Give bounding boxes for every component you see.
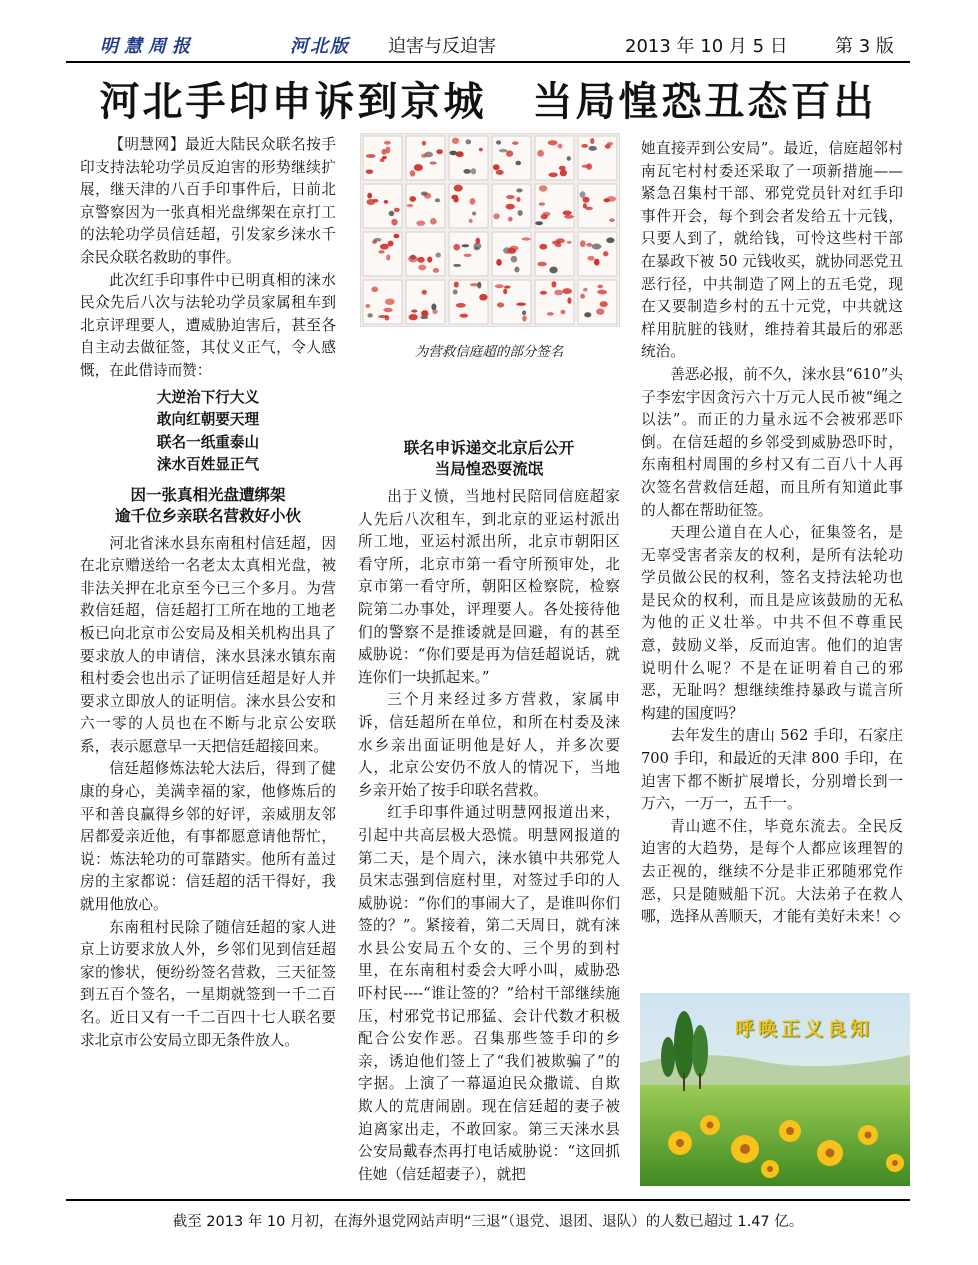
subheading-line: 联名申诉递交北京后公开 — [403, 439, 575, 457]
fingerprint-mark — [470, 198, 476, 205]
fingerprint-mark — [454, 197, 459, 202]
fingerprint-mark — [421, 154, 427, 158]
fingerprint-mark — [366, 169, 374, 174]
fingerprint-mark — [540, 291, 547, 295]
fingerprint-mark — [555, 243, 562, 247]
fingerprint-mark — [456, 303, 466, 308]
fingerprint-mark — [562, 211, 571, 216]
fingerprint-mark — [385, 315, 390, 321]
fingerprint-mark — [516, 302, 526, 305]
fingerprint-mark — [453, 289, 458, 294]
fingerprint-mark — [493, 164, 500, 170]
fingerprint-mark — [567, 241, 572, 244]
fingerprint-mark — [367, 313, 372, 317]
fingerprint-mark — [597, 290, 607, 295]
page-header — [0, 0, 978, 62]
fingerprint-mark — [537, 262, 547, 267]
fingerprint-mark — [386, 254, 390, 260]
fingerprint-mark — [391, 219, 397, 226]
article-column-3 — [641, 138, 903, 929]
fingerprint-mark — [462, 244, 470, 247]
fingerprint-mark — [463, 169, 471, 174]
fingerprint-mark — [587, 256, 594, 261]
fingerprint-mark — [453, 244, 460, 251]
paragraph: 出于义愤，当地村民陪同信庭超家人先后八次租车，到北京的亚运村派出所工地，亚运村派出所，北京市朝阳区看守所，北京市第一看守所预审处，北京市第一看守所，朝阳区检察院，检察院第二办事处，评理要人。各处接待他们的警察不是推诿就是回避，有的甚至威胁说：“你们要是再为信廷超说话，就连你们一块抓起来。” — [358, 488, 620, 686]
headline-part-1: 河北手印申诉到京城 — [99, 79, 487, 125]
fingerprint-mark — [592, 244, 602, 250]
issue-date: 2013 年 10 月 5 日 — [625, 36, 788, 57]
signature-sheet — [449, 184, 488, 228]
paragraph: 红手印事件通过明慧网报道出来，引起中共高层极大恐慌。明慧网报道的第二天，是个周六，涞水镇中共邪党人员宋志强到信庭村里，对签过手印的人威胁说：“你们的事闹大了，是谁叫你们签的？”。紧接着，第二天周日，就有涞水县公安局五个女的、三个男的到村里，在东南租村委会大呼小叫，威胁恐吓村民----“谁让签的？”给村干部继续施压，村邪党书记邢猛、会计代数才积极配合公安作恶。召集那些签手印的乡亲，诱迫他们签上了“我们被欺骗了”的字据。上演了一幕逼迫民众撒谎、自欺欺人的荒唐闹剧。现在信廷超的妻子被迫离家出走，不敢回家。第三天涞水县公安局戴春杰再打电话威胁说：“这回抓住她（信廷超妻子），就把 — [358, 804, 620, 1183]
fingerprint-mark — [477, 282, 481, 289]
fingerprint-mark — [522, 315, 527, 321]
fingerprint-mark — [497, 302, 504, 307]
fingerprint-mark — [435, 253, 440, 258]
fingerprint-mark — [515, 161, 521, 165]
headline-part-2: 当局惶恐丑态百出 — [532, 79, 877, 125]
paragraph: 善恶必报，前不久，涞水县“610”头子李宏宇因贪污六十万元人民币被“绳之以法”。而正的力量永远不会被邪恶吓倒。在信廷超的乡邻受到威胁恐吓时，东南租村周围的乡村又有二百八十人再次签名营救信廷超，而且所有知道此事的人都在帮助征签。 — [641, 365, 903, 519]
section-name: 迫害与反迫害 — [388, 36, 496, 57]
fingerprint-mark — [449, 151, 457, 156]
fingerprint-mark — [560, 169, 567, 176]
fingerprint-mark — [373, 238, 381, 242]
subheading-line: 因一张真相光盘遭绑架 — [130, 485, 286, 504]
fingerprint-mark — [548, 140, 558, 145]
fingerprint-mark — [539, 185, 547, 191]
fingerprint-mark — [418, 265, 426, 271]
poem-line: 大逆治下行大义 — [156, 388, 260, 406]
fingerprint-mark — [409, 196, 416, 202]
fingerprint-mark — [503, 289, 507, 295]
fingerprint-mark — [460, 314, 468, 318]
fingerprint-mark — [384, 200, 389, 204]
article-column-2 — [358, 438, 620, 1186]
fingerprint-mark — [549, 172, 558, 177]
fingerprint-mark — [410, 170, 415, 177]
paragraph: 她直接弄到公安局”。最近，信庭超邻村南瓦宅村村委还采取了一项新措施——紧急召集村干部、邪党党员针对红手印事件开会，每个到会者发给五十元钱，只要人到了，就给钱，可怜这些村干部在暴政下被 50 元钱收买，就协同恶党丑恶行径，中共制造了网上的五毛党，现在又要制造乡村的五十元党，中共就这样用肮脏的钱财，维持着其最后的邪恶统治。 — [641, 140, 903, 361]
fingerprint-mark — [435, 198, 440, 202]
fingerprint-mark — [549, 267, 557, 274]
fingerprint-mark — [509, 246, 518, 251]
fingerprint-mark — [456, 151, 464, 157]
fingerprint-mark — [422, 290, 427, 295]
fingerprint-mark — [420, 316, 428, 319]
fingerprint-mark — [381, 149, 386, 155]
fingerprint-mark — [606, 237, 614, 243]
fingerprint-mark — [594, 259, 600, 266]
fingerprint-mark — [564, 215, 574, 219]
fingerprint-mark — [508, 217, 513, 222]
fingerprint-mark — [382, 156, 387, 159]
fingerprint-mark — [469, 219, 473, 223]
footer-note: 截至 2013 年 10 月初，在海外退党网站声明“三退”（退党、退团、退队）的人数已超过 1.47 亿。 — [172, 1214, 804, 1230]
fingerprint-mark — [367, 193, 372, 199]
fingerprint-mark — [581, 165, 590, 168]
article-headline — [66, 76, 910, 128]
lead-paragraph: 【明慧网】最近大陆民众联名按手印支持法轮功学员反迫害的形势继续扩展，继天津的八百手印事件后，日前北京警察因为一张真相光盘绑架在京打工的法轮功学员信廷超，引发家乡涞水千余民众联名救助的事件。 — [80, 136, 336, 266]
fingerprint-mark — [583, 203, 587, 208]
fingerprint-mark — [385, 298, 395, 305]
fingerprint-mark — [366, 154, 376, 158]
fingerprint-mark — [365, 304, 370, 308]
fingerprint-mark — [547, 312, 554, 316]
fingerprint-mark — [554, 290, 563, 296]
fingerprint-mark — [580, 294, 585, 299]
fingerprint-mark — [414, 164, 423, 171]
fingerprint-mark — [493, 213, 500, 219]
fingerprint-mark — [543, 212, 551, 217]
fingerprint-mark — [474, 247, 480, 250]
signature-sheets-photo — [360, 133, 620, 327]
fingerprint-mark — [427, 256, 432, 262]
fingerprint-mark — [506, 195, 515, 199]
fingerprint-mark — [496, 170, 504, 175]
fingerprint-mark — [518, 210, 523, 216]
fingerprint-mark — [604, 198, 610, 202]
fingerprint-mark — [559, 166, 566, 171]
fingerprint-mark — [472, 211, 476, 215]
fingerprint-mark — [522, 310, 526, 315]
fingerprint-mark — [516, 197, 520, 202]
fingerprint-mark — [504, 286, 511, 289]
subheading-line: 逾千位乡亲联名营救好小伙 — [114, 506, 301, 525]
fingerprint-mark — [407, 204, 414, 207]
fingerprint-mark — [471, 168, 476, 174]
footer-rule — [66, 1199, 910, 1201]
fingerprint-mark — [597, 285, 603, 289]
fingerprint-mark — [454, 282, 459, 288]
fingerprint-mark — [454, 185, 463, 192]
fingerprint-mark — [417, 257, 424, 263]
fingerprint-mark — [479, 148, 483, 152]
fingerprint-mark — [475, 238, 480, 244]
fingerprint-mark — [430, 218, 437, 224]
fingerprint-mark — [586, 243, 592, 247]
article-column-1 — [80, 134, 336, 1052]
fingerprint-mark — [581, 144, 588, 148]
banner-slogan: 呼唤正义良知 — [735, 1018, 874, 1040]
fingerprint-mark — [411, 310, 417, 313]
fingerprint-mark — [384, 141, 391, 145]
fingerprint-mark — [496, 259, 502, 266]
fingerprint-mark — [607, 142, 613, 146]
signature-sheets-image — [361, 134, 619, 326]
fingerprint-mark — [453, 264, 461, 267]
fingerprint-mark — [609, 218, 614, 222]
poem-line: 敢向红朝要天理 — [156, 411, 260, 429]
fingerprint-mark — [378, 250, 384, 254]
fingerprint-mark — [499, 149, 508, 153]
fingerprint-mark — [590, 138, 594, 144]
fingerprint-mark — [567, 297, 571, 303]
fingerprint-mark — [430, 162, 437, 165]
paragraph: 三个月来经过多方营救，家属申诉，信廷超所在单位，和所在村委及涞水乡亲出面证明他是好人，并多次要人，北京公安仍不放人的情况下，当地乡亲开始了按手印联名营救。 — [358, 691, 620, 799]
fingerprint-mark — [603, 251, 608, 256]
fingerprint-mark — [539, 202, 545, 205]
paragraph: 青山遮不住，毕竟东流去。全民反迫害的大趋势，是每个人都应该理智的去正视的，继续不分是非正邪随邪党作恶，只是随贼船下沉。大法弟子在救人哪，选择从善顺天，才能有美好未来！◇ — [641, 817, 903, 926]
subheading-1 — [80, 485, 336, 527]
fingerprint-mark — [424, 193, 432, 199]
fingerprint-mark — [464, 254, 472, 257]
fingerprint-mark — [422, 141, 426, 146]
paragraph: 此次红手印事件中已明真相的涞水民众先后八次与法轮功学员家属租车到北京评理要人，遭威胁迫害后，甚至各自主动去做征签，其仗义正气，令人感慨，在此借诗而赞： — [80, 271, 336, 379]
fingerprint-mark — [436, 149, 443, 154]
fingerprint-mark — [580, 240, 586, 247]
paragraph: 信廷超修炼法轮大法后，得到了健康的身心，美满幸福的家，他修炼后的平和善良赢得乡邻的好评，亲威朋友邻居都爱亲近他，有事都愿意请他帮忙，说：炼法轮功的可靠踏实。他所有盖过房的主家都说：信廷超的活干得好，我就用他放心。 — [80, 760, 336, 914]
poem-line: 涞水百姓显正气 — [156, 456, 260, 474]
fingerprint-mark — [496, 140, 501, 144]
fingerprint-mark — [495, 284, 504, 288]
page-number: 第 3 版 — [835, 36, 894, 57]
paragraph: 天理公道自在人心，征集签名，是无辜受害者亲友的权利，是所有法轮功学员做公民的权利，签名支持法轮功也是民众的权利，而且是应该鼓励的无私为他的正义壮举。中共不但不尊重民意，鼓励义举，反而迫害。他们的迫害说明什么呢？不是在证明着自己的邪恶，无耻吗？想继续维持暴政与谎言所构建的国度吗？ — [641, 524, 903, 722]
edition-name: 河北版 — [290, 36, 350, 57]
fingerprint-mark — [583, 197, 590, 203]
fingerprint-mark — [383, 308, 392, 312]
fingerprint-mark — [389, 211, 395, 216]
fingerprint-mark — [551, 281, 556, 287]
fingerprint-mark — [539, 244, 547, 250]
fingerprint-mark — [588, 146, 596, 151]
fingerprint-mark — [409, 314, 418, 320]
header-rule — [66, 61, 910, 63]
fingerprint-mark — [596, 308, 604, 314]
poem-line: 联名一纸重泰山 — [156, 433, 260, 451]
paragraph: 东南租村民除了随信廷超的家人进京上访要求放人外，乡邻们见到信廷超家的惨状，便纷纷签名营救，三天征签到五百个签名，一星期就签到一千二百名。近日又有一千二百四十七人联名要求北京市公安局立即无条件放人。 — [80, 918, 336, 1049]
fingerprint-mark — [465, 139, 471, 144]
fingerprint-mark — [562, 288, 572, 294]
fingerprint-mark — [506, 150, 513, 157]
fingerprint-mark — [479, 294, 487, 301]
fingerprint-mark — [371, 287, 378, 293]
fingerprint-mark — [514, 266, 519, 272]
fingerprint-mark — [416, 220, 425, 225]
fingerprint-mark — [431, 303, 436, 310]
fingerprint-mark — [380, 244, 389, 250]
paragraph: 河北省涞水县东南租村信廷超，因在北京赠送给一名老太太真相光盘，被非法关押在北京至今已三个多月。为营救信廷超，信廷超打工所在地的工地老板已向北京市公安局及相关机构出具了要求放人的申请信，涞水县涞水镇东南租村委会也出示了证明信廷超是好人并要求立即放人的证明信。涞水县公安和六一零的人员也在不断与北京公安联系，表示愿意早一天把信廷超接回来。 — [80, 534, 336, 755]
subheading-line: 当局惶恐耍流氓 — [434, 460, 544, 478]
poem — [80, 387, 336, 477]
fingerprint-mark — [506, 204, 515, 210]
fingerprint-mark — [511, 256, 518, 263]
fingerprint-mark — [394, 208, 400, 212]
fingerprint-mark — [600, 301, 608, 307]
fingerprint-mark — [584, 312, 591, 317]
signature-sheet — [363, 232, 402, 276]
publication-name: 明慧周报 — [100, 36, 196, 57]
fingerprint-mark — [433, 268, 439, 273]
subheading-2 — [358, 438, 620, 480]
fingerprint-mark — [522, 237, 531, 240]
fingerprint-mark — [512, 141, 518, 144]
fingerprint-mark — [561, 310, 566, 315]
fingerprint-mark — [567, 156, 571, 161]
fingerprint-mark — [557, 144, 562, 149]
fingerprint-mark — [583, 288, 588, 292]
fingerprint-mark — [535, 221, 543, 225]
fingerprint-mark — [537, 150, 544, 157]
fingerprint-mark — [366, 199, 375, 205]
fingerprint-mark — [516, 188, 522, 192]
photo-caption: 为营救信庭超的部分签名 — [414, 344, 564, 360]
fingerprint-mark — [452, 138, 459, 144]
fingerprint-mark — [408, 255, 418, 262]
paragraph: 去年发生的唐山 562 手印，石家庄 700 手印，和最近的天津 800 手印，在迫害下都不断扩展增长，分别增长到一万六，一万一，五千一。 — [641, 727, 903, 813]
fingerprint-mark — [394, 234, 400, 238]
